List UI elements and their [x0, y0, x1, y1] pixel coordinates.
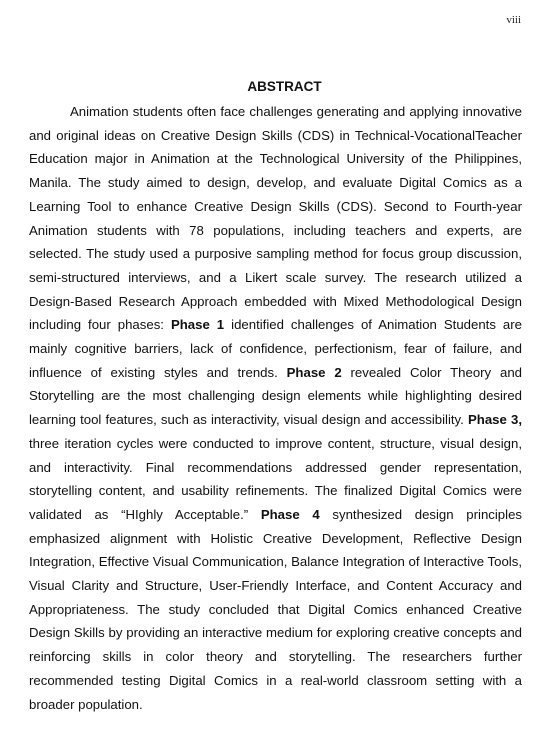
abstract-body	[29, 100, 522, 716]
phase-2-label: Phase 2	[286, 364, 342, 380]
phase-4-label: Phase 4	[260, 506, 320, 522]
abstract-segment: three iteration cycles were conducted to improve content, structure, visual design, and interactivity. Final recommendations addressed gender representation, storytelling content, and usability refinements. The finalized Digital Comics were validated as “HIghly Acceptable.”	[29, 435, 522, 522]
abstract-segment: synthesized design principles emphasized alignment with Holistic Creative Development, Reflective Design Integration, Effective Visual Communication, Balance Integration of Interactive Tools, Visual Clarity and Structure, User-Friendly Interface, and Content Accuracy and Appropriateness. The study concluded that Digital Comics enhanced Creative Design Skills by providing an interactive medium for exploring creative concepts and reinforcing skills in color theory and storytelling. The researchers further recommended testing Digital Comics in a real-world classroom setting with a broader population.	[29, 506, 522, 712]
abstract-title: ABSTRACT	[247, 79, 322, 94]
page-number: viii	[506, 14, 521, 26]
abstract-segment: Animation students often face challenges generating and applying innovative and original ideas on Creative Design Skills (CDS) in Technical-VocationalTeacher Education major in Animation at the Technological University of the Philippines, Manila. The study aimed to design, develop, and evaluate Digital Comics as a Learning Tool to enhance Creative Design Skills (CDS). Second to Fourth-year Animation students with 78 populations, including teachers and experts, are selected. The study used a purposive sampling method for focus group discussion, semi-structured interviews, and a Likert scale survey. The research utilized a Design-Based Research Approach embedded with Mixed Methodological Design including four phases:	[29, 104, 522, 333]
phase-3-label: Phase 3,	[467, 412, 522, 428]
phase-1-label: Phase 1	[170, 317, 225, 333]
abstract-segment: revealed Color Theory and Storytelling are the most challenging design elements while highlighting desired learning tool features, such as interactivity, visual design and accessibility.	[29, 364, 522, 428]
abstract-segment: identified challenges of Animation Students are mainly cognitive barriers, lack of confidence, perfectionism, fear of failure, and influence of existing styles and trends.	[29, 317, 522, 380]
